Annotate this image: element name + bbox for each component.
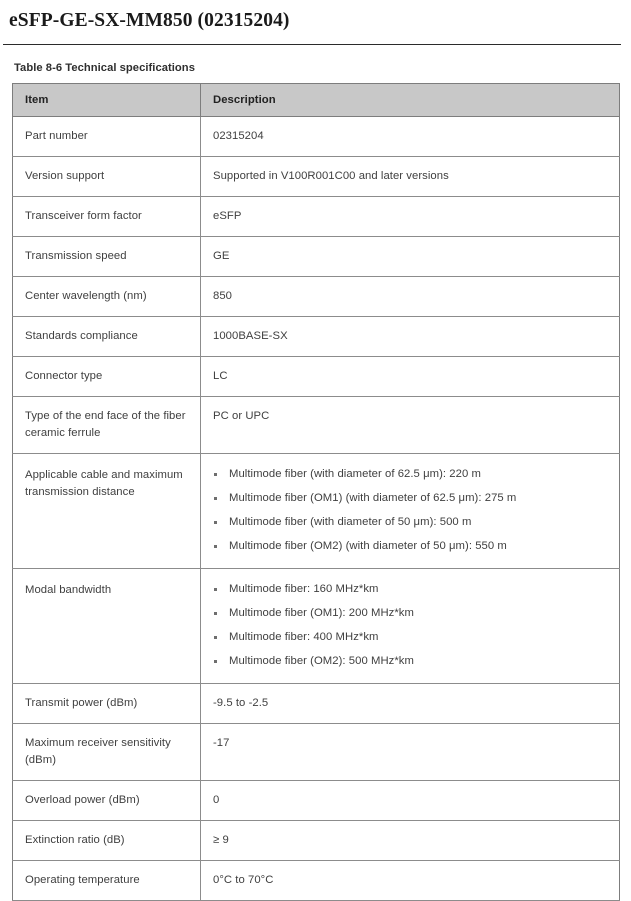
page-title: eSFP-GE-SX-MM850 (02315204) bbox=[9, 10, 290, 31]
table-row bbox=[13, 781, 620, 821]
table-row bbox=[13, 821, 620, 861]
table-cell-item: Operating temperature bbox=[13, 861, 201, 901]
table-body bbox=[13, 117, 620, 901]
table-cell-item: Version support bbox=[13, 157, 201, 197]
spec-table-container bbox=[0, 74, 631, 901]
column-header-item: Item bbox=[13, 84, 201, 117]
list-item-label: Multimode fiber (OM1): 200 MHz*km bbox=[229, 607, 414, 619]
list-item bbox=[213, 630, 609, 645]
bullet-square-icon bbox=[214, 660, 217, 663]
table-cell-description bbox=[201, 454, 620, 569]
table-cell-description: eSFP bbox=[201, 197, 620, 237]
table-cell-description: 850 bbox=[201, 277, 620, 317]
bullet-square-icon bbox=[214, 521, 217, 524]
list-item bbox=[213, 491, 609, 506]
list-item-label: Multimode fiber: 160 MHz*km bbox=[229, 583, 379, 595]
table-row bbox=[13, 569, 620, 684]
table-cell-description: 0°C to 70°C bbox=[201, 861, 620, 901]
table-row bbox=[13, 684, 620, 724]
bullet-square-icon bbox=[214, 473, 217, 476]
table-row bbox=[13, 197, 620, 237]
table-header-row bbox=[13, 84, 620, 117]
table-cell-description: ≥ 9 bbox=[201, 821, 620, 861]
table-cell-item: Connector type bbox=[13, 357, 201, 397]
table-row bbox=[13, 117, 620, 157]
bullet-square-icon bbox=[214, 612, 217, 615]
list-item bbox=[213, 515, 609, 530]
table-cell-item: Extinction ratio (dB) bbox=[13, 821, 201, 861]
table-cell-description: PC or UPC bbox=[201, 397, 620, 454]
table-caption: Table 8-6 Technical specifications bbox=[14, 62, 195, 74]
table-row bbox=[13, 157, 620, 197]
table-cell-description: Supported in V100R001C00 and later versions bbox=[201, 157, 620, 197]
list-item-label: Multimode fiber (OM2) (with diameter of 50 μm): 550 m bbox=[229, 540, 507, 552]
table-cell-item: Modal bandwidth bbox=[13, 569, 201, 684]
table-cell-item: Transmit power (dBm) bbox=[13, 684, 201, 724]
table-row bbox=[13, 724, 620, 781]
table-row bbox=[13, 454, 620, 569]
list-item bbox=[213, 606, 609, 621]
table-header bbox=[13, 84, 620, 117]
list-item bbox=[213, 582, 609, 597]
bullet-square-icon bbox=[214, 636, 217, 639]
table-cell-item: Center wavelength (nm) bbox=[13, 277, 201, 317]
table-row bbox=[13, 277, 620, 317]
list-item-label: Multimode fiber: 400 MHz*km bbox=[229, 631, 379, 643]
list-item-label: Multimode fiber (with diameter of 50 μm): 500 m bbox=[229, 516, 472, 528]
table-row bbox=[13, 357, 620, 397]
column-header-description: Description bbox=[201, 84, 620, 117]
table-cell-description: LC bbox=[201, 357, 620, 397]
table-cell-description: 02315204 bbox=[201, 117, 620, 157]
list-item bbox=[213, 654, 609, 669]
table-cell-description: 0 bbox=[201, 781, 620, 821]
table-row bbox=[13, 317, 620, 357]
bullet-square-icon bbox=[214, 497, 217, 500]
table-cell-item: Applicable cable and maximum transmission distance bbox=[13, 454, 201, 569]
table-cell-item: Type of the end face of the fiber ceramic ferrule bbox=[13, 397, 201, 454]
list-item-label: Multimode fiber (OM1) (with diameter of 62.5 μm): 275 m bbox=[229, 492, 517, 504]
bullet-square-icon bbox=[214, 588, 217, 591]
table-cell-item: Transmission speed bbox=[13, 237, 201, 277]
table-row bbox=[13, 861, 620, 901]
list-item bbox=[213, 539, 609, 554]
list-item-label: Multimode fiber (with diameter of 62.5 μm): 220 m bbox=[229, 468, 481, 480]
table-cell-description: 1000BASE-SX bbox=[201, 317, 620, 357]
table-cell-item: Part number bbox=[13, 117, 201, 157]
list-item bbox=[213, 467, 609, 482]
bullet-square-icon bbox=[214, 545, 217, 548]
technical-specifications-table bbox=[12, 83, 620, 901]
list-item-label: Multimode fiber (OM2): 500 MHz*km bbox=[229, 655, 414, 667]
table-cell-item: Standards compliance bbox=[13, 317, 201, 357]
table-row bbox=[13, 237, 620, 277]
description-bullet-list bbox=[213, 582, 609, 669]
description-bullet-list bbox=[213, 467, 609, 554]
table-cell-item: Maximum receiver sensitivity (dBm) bbox=[13, 724, 201, 781]
table-cell-description bbox=[201, 569, 620, 684]
table-cell-description: -17 bbox=[201, 724, 620, 781]
table-cell-item: Overload power (dBm) bbox=[13, 781, 201, 821]
table-cell-description: -9.5 to -2.5 bbox=[201, 684, 620, 724]
table-row bbox=[13, 397, 620, 454]
table-cell-description: GE bbox=[201, 237, 620, 277]
table-cell-item: Transceiver form factor bbox=[13, 197, 201, 237]
